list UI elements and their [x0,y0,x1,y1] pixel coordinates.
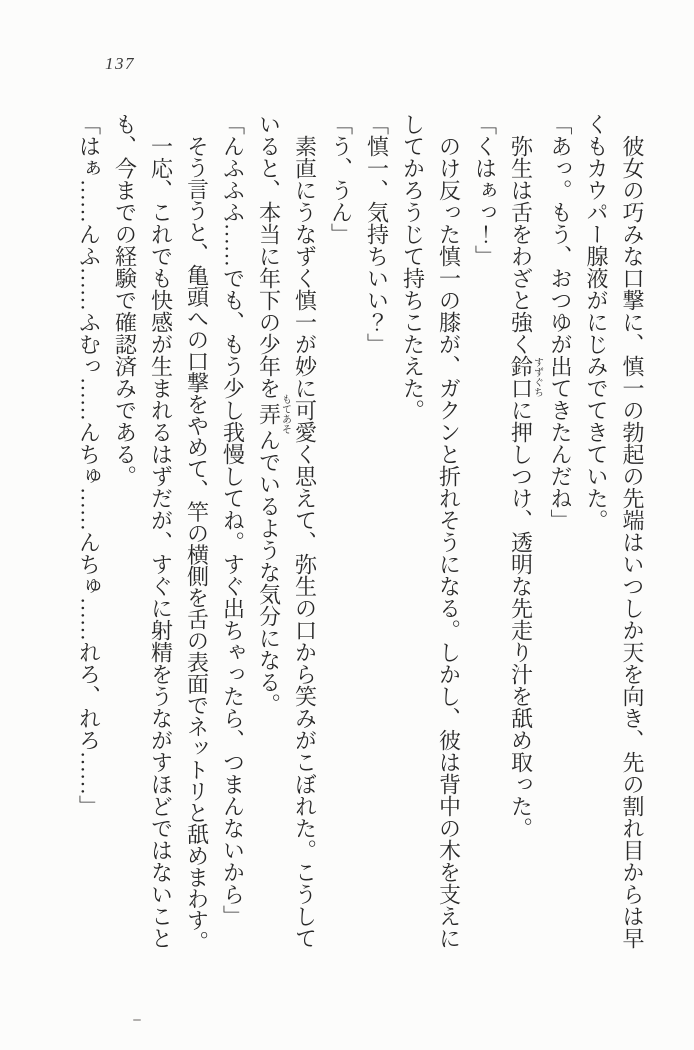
furigana-reading: すずぐち [531,355,543,399]
scan-artifact-mark [133,1019,141,1021]
narration-paragraph: 彼女の巧みな口撃に、慎一の勃起の先端はいつしか天を向き、先の割れ目からは早くもカウパー腺液がにじみでてきていた。 [584,113,645,949]
page-text [72,113,650,955]
ruby-annotated-word: 弄もてあそ [256,394,291,434]
dialogue-paragraph: 「はぁ……んふ……ふむっ……んちゅ……んちゅ……れろ、れろ……」 [76,113,102,817]
dialogue-paragraph: 「くはぁっ！」 [472,113,498,267]
narration-paragraph: 弥生は舌をわざと強く鈴口すずぐちに押しつけ、透明な先走り汁を舐め取った。 [508,135,543,839]
page-number: 137 [105,54,135,73]
dialogue-paragraph: 「んふふふ……でも、もう少し我慢してね。すぐ出ちゃったら、つまんないから」 [220,113,246,927]
narration-paragraph: そう言うと、亀頭への口撃をやめて、竿の横側を舌の表面でネットリと舐めまわす。 [184,135,210,952]
narration-paragraph: 素直にうなずく慎一が妙に可愛く思えて、弥生の口から笑みがこぼれた。こうしていると、本当に年下の少年を弄もてあそんでいるような気分になる。 [256,113,318,949]
narration-paragraph: のけ反った慎一の膝が、ガクンと折れそうになる。しかし、彼は背中の木を支えにしてかろうじて持ちこたえた。 [400,113,462,949]
dialogue-paragraph: 「あっ。もう、おつゆが出てきたんだね」 [548,113,573,531]
narration-paragraph: 一応、これでも快感が生まれるはずだが、すぐに射精をうながすほどではないことも、今までの経験で確認済みである。 [112,113,174,949]
dialogue-paragraph: 「慎一、気持ちいい？」 [364,113,390,355]
ruby-annotated-word: 鈴口すずぐち [508,355,543,399]
furigana-reading: もてあそ [279,394,291,434]
dialogue-paragraph: 「う、うん」 [328,113,354,245]
